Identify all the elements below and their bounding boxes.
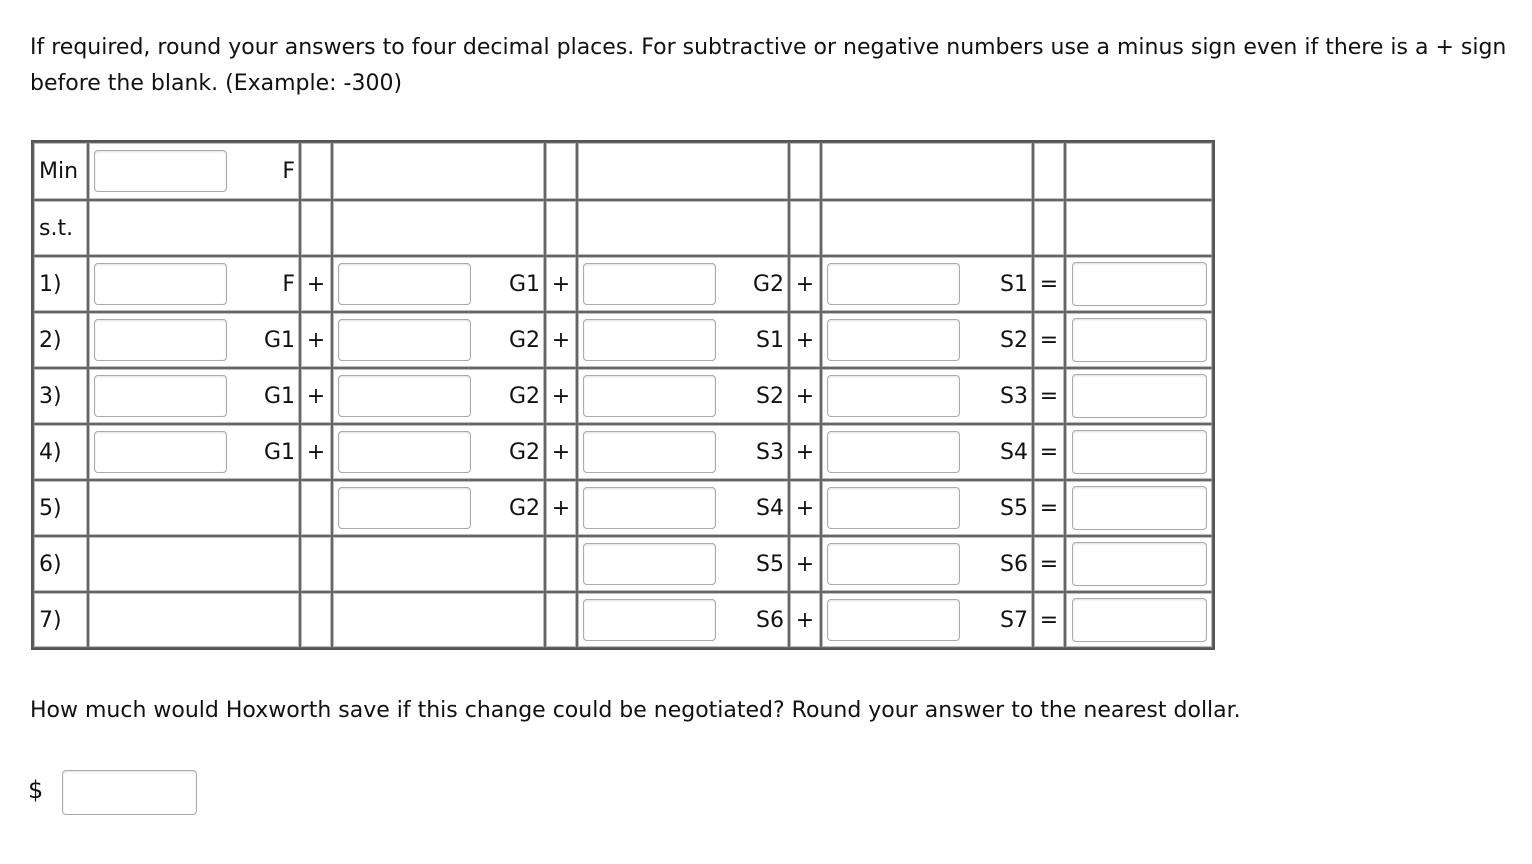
coef-input[interactable] <box>583 263 716 305</box>
operator: + <box>789 312 821 368</box>
operator <box>300 592 332 648</box>
operator: = <box>1033 536 1065 592</box>
operator: + <box>545 312 577 368</box>
coef-input[interactable] <box>583 431 716 473</box>
operator: + <box>300 312 332 368</box>
coef-input[interactable] <box>827 319 960 361</box>
constraint-row <box>33 312 1213 368</box>
dollar-sign: $ <box>28 776 44 804</box>
constraint-label: 1) <box>33 256 88 312</box>
var-label: S4 <box>1000 439 1028 465</box>
coef-input[interactable] <box>338 375 471 417</box>
objective-row <box>33 142 1213 200</box>
operator <box>545 592 577 648</box>
operator: + <box>789 256 821 312</box>
rhs-input[interactable] <box>1072 542 1207 586</box>
coef-input[interactable] <box>94 319 227 361</box>
coef-input[interactable] <box>583 319 716 361</box>
var-label: S7 <box>1000 607 1028 633</box>
savings-answer-input[interactable] <box>62 770 197 815</box>
coef-input[interactable] <box>583 543 716 585</box>
var-label: G2 <box>508 383 540 409</box>
var-label: G1 <box>263 383 295 409</box>
operator: = <box>1033 368 1065 424</box>
var-label: F <box>282 158 295 184</box>
rhs-input[interactable] <box>1072 430 1207 474</box>
constraint-label: 7) <box>33 592 88 648</box>
operator <box>545 536 577 592</box>
var-label: G2 <box>508 439 540 465</box>
rhs-input[interactable] <box>1072 374 1207 418</box>
var-label: G2 <box>508 495 540 521</box>
operator: + <box>789 480 821 536</box>
coef-input[interactable] <box>583 375 716 417</box>
operator <box>300 536 332 592</box>
constraint-row <box>33 592 1213 648</box>
operator <box>300 480 332 536</box>
operator: = <box>1033 256 1065 312</box>
operator: + <box>545 480 577 536</box>
var-label: G1 <box>263 439 295 465</box>
operator: + <box>545 368 577 424</box>
constraint-label: 4) <box>33 424 88 480</box>
instructions-text: If required, round your answers to four decimal places. For subtractive or negative numbers use a minus sign even if there is a + sign before the blank. (Example: -300) <box>30 35 1507 96</box>
constraint-label: 6) <box>33 536 88 592</box>
coef-input[interactable] <box>338 487 471 529</box>
subject-to-row <box>33 200 1213 256</box>
var-label: S5 <box>1000 495 1028 521</box>
coef-input[interactable] <box>338 431 471 473</box>
constraint-label: 5) <box>33 480 88 536</box>
coef-input[interactable] <box>94 263 227 305</box>
rhs-input[interactable] <box>1072 318 1207 362</box>
operator: = <box>1033 592 1065 648</box>
operator: + <box>789 424 821 480</box>
operator: + <box>300 368 332 424</box>
coef-input[interactable] <box>827 599 960 641</box>
operator: + <box>789 536 821 592</box>
var-label: S2 <box>1000 327 1028 353</box>
var-label: G2 <box>508 327 540 353</box>
constraint-row <box>33 480 1213 536</box>
objective-coef-f[interactable] <box>94 150 227 192</box>
var-label: S6 <box>1000 551 1028 577</box>
constraint-label: 3) <box>33 368 88 424</box>
coef-input[interactable] <box>583 599 716 641</box>
operator: + <box>789 368 821 424</box>
constraint-label: 2) <box>33 312 88 368</box>
var-label: F <box>282 271 295 297</box>
coef-input[interactable] <box>94 375 227 417</box>
rhs-input[interactable] <box>1072 486 1207 530</box>
operator: = <box>1033 424 1065 480</box>
subject-to-label: s.t. <box>33 200 88 256</box>
var-label: S1 <box>1000 271 1028 297</box>
constraint-row <box>33 424 1213 480</box>
constraint-row <box>33 256 1213 312</box>
var-label: G1 <box>508 271 540 297</box>
var-label: S3 <box>756 439 784 465</box>
question-text: How much would Hoxworth save if this change could be negotiated? Round your answer to the nearest dollar. <box>30 698 1241 723</box>
var-label: S5 <box>756 551 784 577</box>
var-label: S2 <box>756 383 784 409</box>
coef-input[interactable] <box>827 263 960 305</box>
coef-input[interactable] <box>94 431 227 473</box>
lp-model-table <box>31 140 1215 650</box>
objective-label: Min <box>33 142 88 200</box>
constraint-row <box>33 536 1213 592</box>
rhs-input[interactable] <box>1072 262 1207 306</box>
coef-input[interactable] <box>827 431 960 473</box>
operator: + <box>545 256 577 312</box>
var-label: G2 <box>752 271 784 297</box>
var-label: S1 <box>756 327 784 353</box>
constraint-row <box>33 368 1213 424</box>
coef-input[interactable] <box>338 319 471 361</box>
operator: + <box>545 424 577 480</box>
operator: + <box>789 592 821 648</box>
rhs-input[interactable] <box>1072 598 1207 642</box>
operator: + <box>300 424 332 480</box>
var-label: G1 <box>263 327 295 353</box>
operator: + <box>300 256 332 312</box>
coef-input[interactable] <box>827 543 960 585</box>
operator: = <box>1033 312 1065 368</box>
coef-input[interactable] <box>338 263 471 305</box>
var-label: S6 <box>756 607 784 633</box>
coef-input[interactable] <box>827 375 960 417</box>
operator: = <box>1033 480 1065 536</box>
var-label: S4 <box>756 495 784 521</box>
var-label: S3 <box>1000 383 1028 409</box>
coef-input[interactable] <box>583 487 716 529</box>
coef-input[interactable] <box>827 487 960 529</box>
